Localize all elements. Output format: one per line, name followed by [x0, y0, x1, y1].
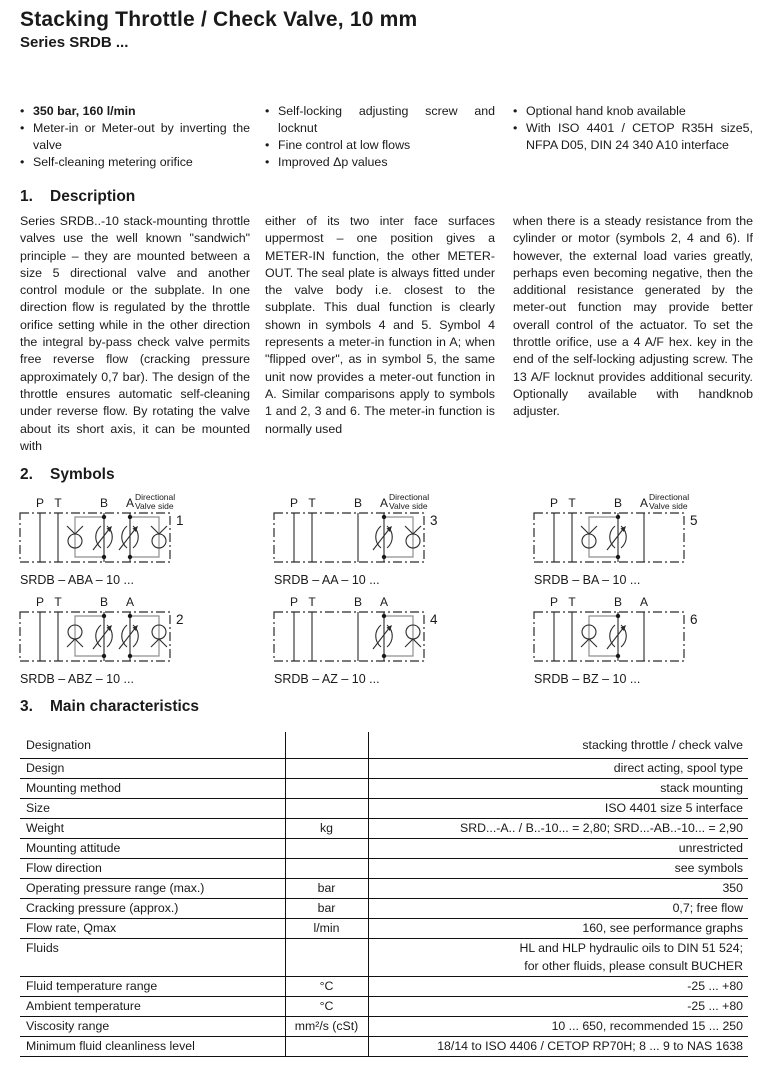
section-heading-main-characteristics: [20, 698, 199, 716]
svg-text:Valve side: Valve side: [649, 501, 688, 511]
row-label: Viscosity range: [20, 1016, 285, 1036]
symbol-number: 1: [176, 513, 184, 528]
row-label: Size: [20, 798, 285, 818]
row-unit: °C: [319, 979, 334, 993]
bypass-loop: [384, 616, 413, 656]
symbol-number: 5: [690, 513, 698, 528]
description-col-2: either of its two inter face surfaces uppermost – one position gives a METER-IN function, the other METER-OUT. The seal plate is always fitted under the valve body i.e. closest to the subplate. This dual function is clearly shown in symbols 4 and 5. Symbol 4 represents a meter-in function in A; when "flipped over", as in symbol 5, the same unit now provides a meter-out function in A. Similar comparisons apply to symbols 1 and 2, 3 and 6. The meter-in function is normally used: [265, 214, 495, 436]
port-lines: [554, 612, 644, 661]
feature-item: • Meter-in or Meter-out by inverting the valve: [20, 121, 250, 152]
table-row: [20, 938, 748, 976]
valve-body-outline: [534, 612, 684, 661]
feature-item: • With ISO 4401 / CETOP R35H size5, NFPA D05, DIN 24 340 A10 interface: [513, 121, 753, 152]
svg-text:Valve side: Valve side: [135, 501, 174, 511]
bullet-icon: •: [265, 104, 270, 118]
feature-item: • 350 bar, 160 l/min: [20, 104, 136, 118]
row-unit: bar: [317, 881, 336, 895]
port-label-p: P: [289, 496, 299, 510]
symbol-caption: SRDB – AZ – 10 ...: [274, 672, 380, 686]
port-label-p: P: [289, 595, 299, 609]
row-value: 10 ... 650, recommended 15 ... 250: [368, 1016, 748, 1036]
throttle-icon: [93, 526, 112, 550]
port-label-a: A: [125, 496, 135, 510]
row-label: Fluids: [20, 938, 285, 976]
symbol-col-middle: [268, 492, 498, 690]
row-unit: bar: [317, 901, 336, 915]
port-label-t: T: [568, 595, 576, 609]
symbol-col-right: [528, 492, 758, 690]
feature-bullets: [20, 103, 753, 171]
table-row: [20, 878, 748, 898]
valve-body-outline: [274, 513, 424, 562]
row-label: Operating pressure range (max.): [20, 878, 285, 898]
row-value: unrestricted: [368, 838, 748, 858]
port-lines: [294, 612, 384, 661]
port-lines: [554, 513, 644, 562]
table-row: [20, 1016, 748, 1036]
port-label-p: P: [549, 496, 559, 510]
section-title: Description: [50, 188, 136, 205]
row-value: HL and HLP hydraulic oils to DIN 51 524; for other fluids, please consult BUCHER: [368, 938, 748, 976]
port-label-b: B: [99, 595, 109, 609]
description-col-3: when there is a steady resistance from the cylinder or motor (symbols 2, 4 and 6). If however, the external load varies greatly, perhaps even becoming negative, then the additional resistance generated by the meter-out function may provide better overall control of the actuator. To set the throttle orifice, use a 4 A/F hex. key in the end of the self-locking adjusting screw. The 13 A/F locknut provides additional security. Optionally available with handknob adjuster.: [513, 214, 753, 419]
section-heading-description: [20, 188, 135, 206]
hydraulic-symbol-2: [14, 591, 244, 671]
row-value: stack mounting: [368, 778, 748, 798]
bullet-icon: •: [513, 104, 518, 118]
row-label: Cracking pressure (approx.): [20, 898, 285, 918]
row-unit: [285, 778, 368, 798]
port-label-t: T: [308, 496, 316, 510]
port-label-a: A: [639, 496, 649, 510]
feature-col-1: [20, 103, 250, 171]
port-label-b: B: [353, 496, 363, 510]
symbol-number: 6: [690, 612, 698, 627]
directional-valve-side-label: Directional: [135, 492, 176, 502]
row-unit: [285, 858, 368, 878]
feature-item: • Fine control at low flows: [265, 138, 411, 152]
row-unit: kg: [320, 821, 333, 835]
port-label-t: T: [568, 496, 576, 510]
valve-body-outline: [534, 513, 684, 562]
row-unit: [285, 798, 368, 818]
section-number: 3.: [20, 698, 33, 715]
table-row: [20, 732, 748, 758]
row-value: 350: [368, 878, 748, 898]
throttle-icon: [373, 625, 392, 649]
symbol-caption: SRDB – ABA – 10 ...: [20, 573, 134, 587]
row-value: SRD...-A.. / B..-10... = 2,80; SRD...-AB..-10... = 2,90: [368, 818, 748, 838]
row-label: Designation: [20, 732, 285, 758]
port-label-a: A: [379, 595, 389, 609]
port-lines: [40, 513, 130, 562]
characteristics-table: [20, 732, 748, 1057]
row-value: see symbols: [368, 858, 748, 878]
row-unit: [285, 732, 368, 758]
hydraulic-symbol-3: [268, 492, 498, 572]
row-unit: mm²/s (cSt): [294, 1019, 359, 1033]
page-subtitle: Series SRDB ...: [20, 34, 129, 51]
header: [20, 8, 417, 51]
row-value: stacking throttle / check valve: [368, 732, 748, 758]
port-label-p: P: [35, 595, 45, 609]
port-label-t: T: [54, 595, 62, 609]
section-number: 1.: [20, 188, 33, 205]
bypass-loop: [75, 616, 104, 656]
row-unit: °C: [319, 999, 334, 1013]
section-title: Symbols: [50, 466, 115, 483]
section-title: Main characteristics: [50, 698, 200, 715]
symbol-number: 3: [430, 513, 438, 528]
port-label-b: B: [613, 595, 623, 609]
row-label: Mounting method: [20, 778, 285, 798]
directional-valve-side-label: Directional: [649, 492, 690, 502]
svg-text:Valve side: Valve side: [389, 501, 428, 511]
port-lines: [40, 612, 130, 661]
bullet-icon: •: [265, 138, 270, 152]
row-value: 0,7; free flow: [368, 898, 748, 918]
symbol-caption: SRDB – AA – 10 ...: [274, 573, 380, 587]
hydraulic-symbol-4: [268, 591, 498, 671]
row-value: direct acting, spool type: [368, 758, 748, 778]
characteristics-table-wrap: [20, 732, 748, 1057]
row-value: 18/14 to ISO 4406 / CETOP RP70H; 8 ... 9 to NAS 1638: [368, 1036, 748, 1056]
port-label-a: A: [379, 496, 389, 510]
bypass-loop: [589, 517, 618, 557]
row-value: -25 ... +80: [368, 996, 748, 1016]
valve-body-outline: [20, 513, 170, 562]
section-number: 2.: [20, 466, 33, 483]
row-unit: [285, 938, 368, 976]
table-row: [20, 818, 748, 838]
hydraulic-symbol-6: [528, 591, 758, 671]
bullet-icon: •: [20, 155, 25, 169]
symbol-caption: SRDB – BA – 10 ...: [534, 573, 641, 587]
feature-item: • Improved Δp values: [265, 155, 388, 169]
row-label: Ambient temperature: [20, 996, 285, 1016]
table-row: [20, 758, 748, 778]
throttle-icon: [607, 625, 626, 649]
port-label-a: A: [125, 595, 135, 609]
description-columns: [20, 213, 753, 455]
row-label: Flow direction: [20, 858, 285, 878]
feature-item: • Self-locking adjusting screw and locknut: [265, 104, 495, 135]
throttle-icon: [607, 526, 626, 550]
description-col-1: Series SRDB..-10 stack-mounting throttle valves use the well known "sandwich" principle – they are mounted between a size 5 directional valve and another control module or the subplate. In one direction flow is regulated by the throttle orifice setting while in the other direction the integral by-pass check valve permits free reverse flow (cracking pressure approximately 0,7 bar). The design of the throttle ensures automatic self-cleaning under reverse flow. By rotating the valve about its short axis, it can be mounted with: [20, 214, 250, 453]
row-value: ISO 4401 size 5 interface: [368, 798, 748, 818]
table-row: [20, 976, 748, 996]
table-row: [20, 838, 748, 858]
row-unit: [285, 838, 368, 858]
row-label: Design: [20, 758, 285, 778]
symbol-caption: SRDB – ABZ – 10 ...: [20, 672, 134, 686]
bullet-icon: •: [513, 121, 518, 135]
bypass-loop: [384, 517, 413, 557]
bullet-icon: •: [20, 104, 25, 118]
row-label: Flow rate, Qmax: [20, 918, 285, 938]
feature-col-3: [513, 103, 753, 171]
row-label: Weight: [20, 818, 285, 838]
row-label: Minimum fluid cleanliness level: [20, 1036, 285, 1056]
row-value: 160, see performance graphs: [368, 918, 748, 938]
page-title: Stacking Throttle / Check Valve, 10 mm: [20, 8, 418, 31]
bypass-loop: [130, 616, 159, 656]
symbol-col-left: [14, 492, 244, 690]
port-label-a: A: [639, 595, 649, 609]
port-label-t: T: [308, 595, 316, 609]
hydraulic-symbol-1: [14, 492, 244, 572]
bypass-loop: [589, 616, 618, 656]
bullet-icon: •: [265, 155, 270, 169]
port-label-b: B: [353, 595, 363, 609]
port-label-p: P: [35, 496, 45, 510]
port-label-b: B: [613, 496, 623, 510]
section-heading-symbols: [20, 466, 115, 484]
table-row: [20, 798, 748, 818]
port-label-b: B: [99, 496, 109, 510]
directional-valve-side-label: Directional: [389, 492, 430, 502]
table-row: [20, 778, 748, 798]
throttle-icon: [119, 526, 138, 550]
symbol-number: 2: [176, 612, 184, 627]
symbol-caption: SRDB – BZ – 10 ...: [534, 672, 641, 686]
hydraulic-symbol-5: [528, 492, 758, 572]
table-row: [20, 1036, 748, 1056]
symbol-number: 4: [430, 612, 438, 627]
table-row: [20, 898, 748, 918]
row-label: Fluid temperature range: [20, 976, 285, 996]
port-label-t: T: [54, 496, 62, 510]
row-label: Mounting attitude: [20, 838, 285, 858]
port-label-p: P: [549, 595, 559, 609]
table-row: [20, 996, 748, 1016]
throttle-icon: [373, 526, 392, 550]
row-unit: [285, 1036, 368, 1056]
feature-col-2: [265, 103, 495, 171]
valve-body-outline: [274, 612, 424, 661]
throttle-icon: [93, 625, 112, 649]
symbols-grid: [14, 492, 756, 697]
port-lines: [294, 513, 384, 562]
feature-item: • Self-cleaning metering orifice: [20, 155, 193, 169]
row-unit: [285, 758, 368, 778]
bypass-loop: [130, 517, 159, 557]
bypass-loop: [75, 517, 104, 557]
row-unit: l/min: [313, 921, 340, 935]
bullet-icon: •: [20, 121, 25, 135]
throttle-icon: [119, 625, 138, 649]
row-value: -25 ... +80: [368, 976, 748, 996]
table-row: [20, 918, 748, 938]
valve-body-outline: [20, 612, 170, 661]
feature-item: • Optional hand knob available: [513, 104, 686, 118]
table-row: [20, 858, 748, 878]
